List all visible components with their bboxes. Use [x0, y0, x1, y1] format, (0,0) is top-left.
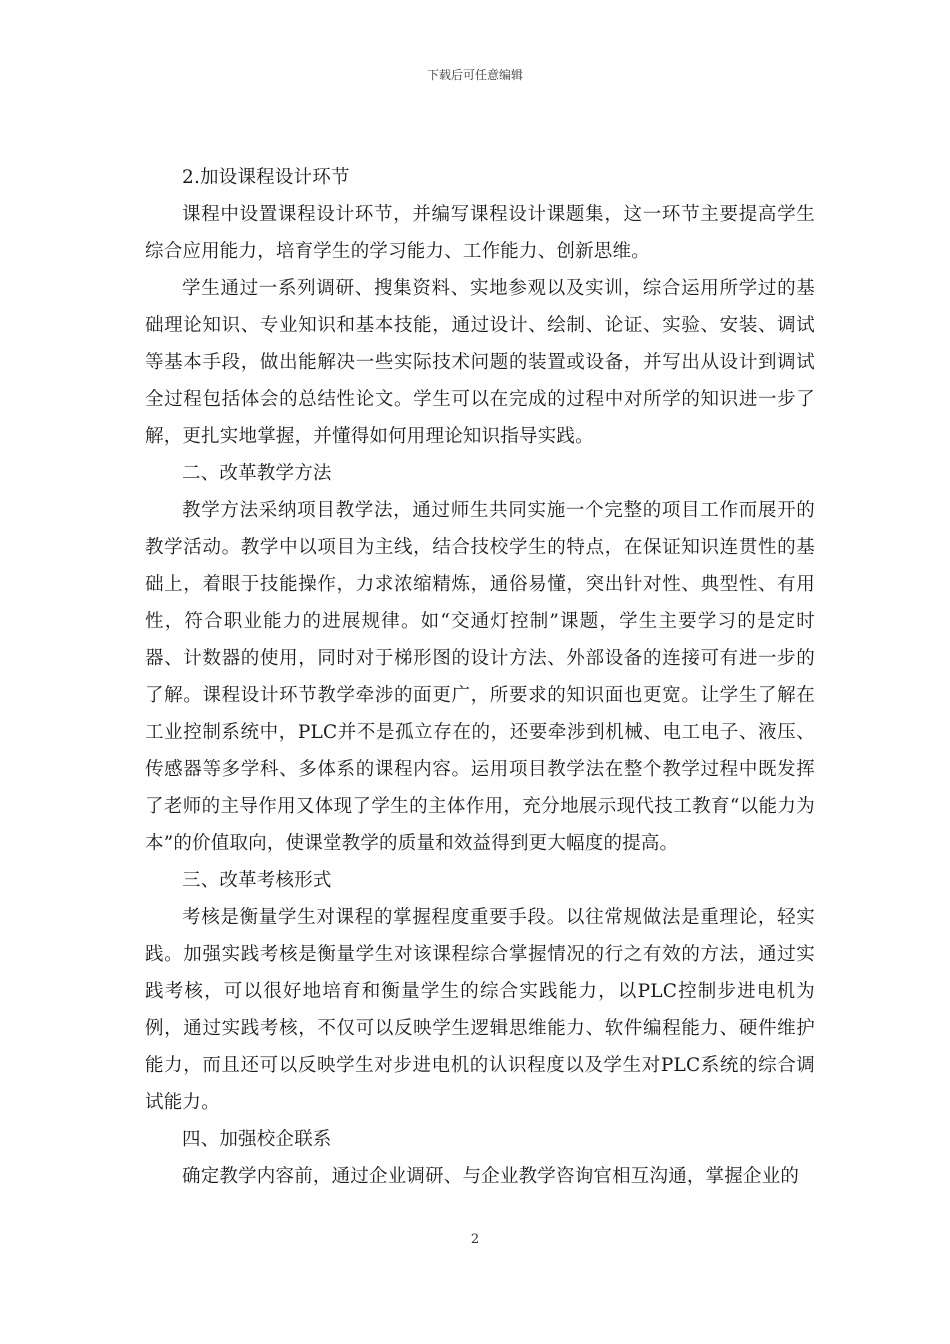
paragraph: 课程中设置课程设计环节，并编写课程设计课题集，这一环节主要提高学生综合应用能力，培育学生的学习能力、工作能力、创新思维。 — [145, 204, 815, 262]
section-heading: 2.加设课程设计环节 — [182, 167, 350, 188]
page-header: 下载后可任意编辑 — [426, 68, 523, 82]
paragraph: 学生通过一系列调研、搜集资料、实地参观以及实训，综合运用所学过的基础理论知识、专业知识和基本技能，通过设计、绘制、论证、实验、安装、调试等基本手段，做出能解决一些实际技术问题的装置或设备，并写出从设计到调试全过程包括体会的总结性论文。学生可以在完成的过程中对所学的知识进一步了解，更扎实地掌握，并懂得如何用理论知识指导实践。 — [145, 278, 815, 447]
paragraph: 确定教学内容前，通过企业调研、与企业教学咨询官相互沟通，掌握企业的 — [182, 1166, 800, 1187]
section-heading: 四、加强校企联系 — [182, 1129, 332, 1150]
paragraph: 教学方法采纳项目教学法，通过师生共同实施一个完整的项目工作而展开的教学活动。教学中以项目为主线，结合技校学生的特点，在保证知识连贯性的基础上，着眼于技能操作，力求浓缩精炼，通俗易懂，突出针对性、典型性、有用性，符合职业能力的进展规律。如“交通灯控制”课题，学生主要学习的是定时器、计数器的使用，同时对于梯形图的设计方法、外部设备的连接可有进一步的了解。课程设计环节教学牵涉的面更广，所要求的知识面也更宽。让学生了解在工业控制系统中，PLC并不是孤立存在的，还要牵涉到机械、电工电子、液压、传感器等多学科、多体系的课程内容。运用项目教学法在整个教学过程中既发挥了老师的主导作用又体现了学生的主体作用，充分地展示现代技工教育“以能力为本”的价值取向，使课堂教学的质量和效益得到更大幅度的提高。 — [145, 500, 815, 854]
section-heading: 三、改革考核形式 — [182, 870, 332, 891]
section-heading: 二、改革教学方法 — [182, 463, 332, 484]
page-number: 2 — [470, 1232, 480, 1247]
document-body — [145, 159, 815, 1195]
paragraph: 考核是衡量学生对课程的掌握程度重要手段。以往常规做法是重理论，轻实践。加强实践考核是衡量学生对该课程综合掌握情况的行之有效的方法，通过实践考核，可以很好地培育和衡量学生的综合实践能力，以PLC控制步进电机为例，通过实践考核，不仅可以反映学生逻辑思维能力、软件编程能力、硬件维护能力，而且还可以反映学生对步进电机的认识程度以及学生对PLC系统的综合调试能力。 — [145, 907, 815, 1113]
